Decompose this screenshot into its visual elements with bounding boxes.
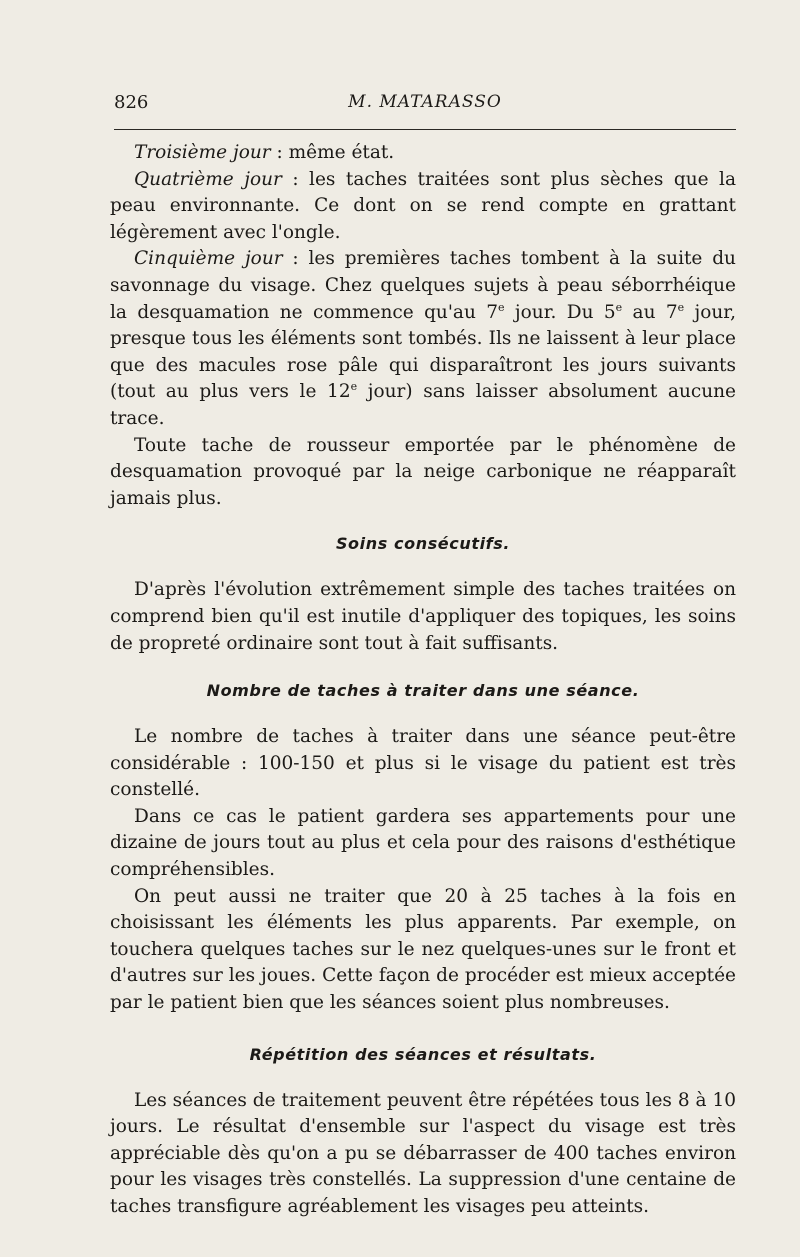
paragraph-nombre-3: On peut aussi ne traiter que 20 à 25 taches à la fois en choisissant les éléments les plus apparents. Par exemple, on touchera quelques taches sur le nez quelques-unes sur le front et d'autres sur les joues. Cette façon de procéder est mieux acceptée par le patient bien que les séances soient plus nombreuses. (110, 885, 736, 1014)
paragraph-repetition: Les séances de traitement peuvent être répétées tous les 8 à 10 jours. Le résultat d'ensemble sur l'aspect du visage est très appréciable dès qu'on a pu se débarrasser de 400 taches environ pour les visages très constellés. La suppression d'une centaine de taches transfigure agréablement les visages peu atteints. (110, 1089, 736, 1217)
heading-soins-consecutifs: Soins consécutifs. (335, 534, 511, 554)
day-four-label: Quatrième jour (134, 168, 282, 190)
running-head: M. MATARASSO (348, 92, 502, 112)
day-three-label: Troisième jour (134, 142, 271, 163)
header-rule (114, 129, 736, 130)
paragraph-nombre-1: Le nombre de taches à traiter dans une séance peut-être considérable : 100-150 et plus si le visage du patient est très constellé. (110, 726, 736, 801)
body-text (110, 140, 736, 1221)
heading-repetition-des-seances: Répétition des séances et résultats. (249, 1044, 597, 1064)
heading-nombre-de-taches: Nombre de taches à traiter dans une séance. (206, 681, 640, 701)
page-number: 826 (114, 92, 149, 113)
day-five-label: Cinquième jour (134, 248, 283, 270)
paragraph-day-three: Troisième jour : même état. (134, 142, 395, 163)
page-header (114, 88, 736, 118)
paragraph-no-reappearance: Toute tache de rousseur emportée par le phénomène de desquamation provoqué par la neige carbonique ne réapparaît jamais plus. (110, 434, 736, 509)
paragraph-nombre-2: Dans ce cas le patient gardera ses appartements pour une dizaine de jours tout au plus et cela pour des raisons d'esthétique compréhensibles. (110, 805, 736, 881)
paragraph-day-five: Cinquième jour : les premières taches tombent à la suite du savonnage du visage. Chez quelques sujets à peau séborrhéique la desquamation ne commence qu'au 7e jour. Du 5e au 7e jour, presque tous les éléments sont tombés. Ils ne laissent à leur place que des macules rose pâle qui disparaîtront les jours suivants (tout au plus vers le 12e jour) sans laisser absolument aucune trace. (110, 248, 736, 429)
paragraph-day-four: Quatrième jour : les taches traitées sont plus sèches que la peau environnante. Ce dont on se rend compte en grattant légèrement avec l'ongle. (110, 168, 736, 243)
paragraph-soins: D'après l'évolution extrêmement simple des taches traitées on comprend bien qu'il est inutile d'appliquer des topiques, les soins de propreté ordinaire sont tout à fait suffisants. (110, 579, 736, 654)
